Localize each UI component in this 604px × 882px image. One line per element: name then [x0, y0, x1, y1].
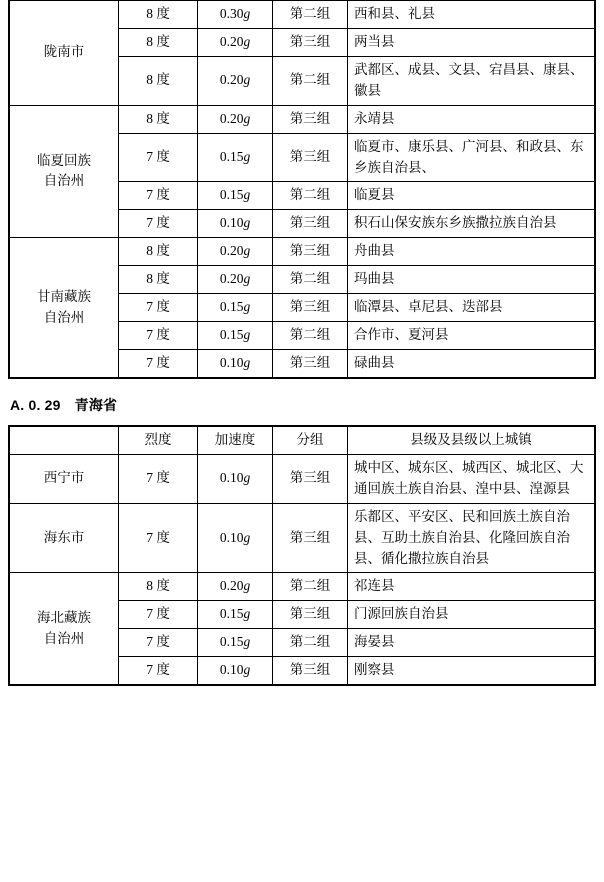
region-cell: 西宁市	[9, 454, 119, 503]
intensity-cell: 8 度	[119, 266, 198, 294]
acceleration-cell: 0.20g	[198, 28, 273, 56]
group-cell: 第三组	[273, 210, 348, 238]
section-title: 青海省	[74, 396, 118, 413]
intensity-cell: 7 度	[119, 210, 198, 238]
towns-cell: 临潭县、卓尼县、迭部县	[348, 294, 596, 322]
towns-cell: 合作市、夏河县	[348, 322, 596, 350]
acceleration-cell: 0.20g	[198, 573, 273, 601]
towns-cell: 临夏市、康乐县、广河县、和政县、东乡族自治县、	[348, 133, 596, 182]
acceleration-cell: 0.20g	[198, 266, 273, 294]
region-cell: 甘南藏族 自治州	[9, 238, 119, 378]
table-row	[9, 503, 595, 573]
acceleration-cell: 0.15g	[198, 294, 273, 322]
acceleration-cell: 0.15g	[198, 133, 273, 182]
acceleration-cell: 0.15g	[198, 322, 273, 350]
group-cell: 第二组	[273, 0, 348, 28]
towns-cell: 海晏县	[348, 629, 596, 657]
group-cell: 第三组	[273, 503, 348, 573]
acceleration-cell: 0.10g	[198, 657, 273, 685]
towns-cell: 碌曲县	[348, 349, 596, 377]
header-group: 分组	[273, 426, 348, 454]
intensity-cell: 8 度	[119, 105, 198, 133]
section-number: A. 0. 29	[10, 396, 61, 413]
towns-cell: 临夏县	[348, 182, 596, 210]
group-cell: 第三组	[273, 133, 348, 182]
acceleration-cell: 0.15g	[198, 629, 273, 657]
group-cell: 第二组	[273, 322, 348, 350]
towns-cell: 门源回族自治县	[348, 601, 596, 629]
towns-cell: 乐都区、平安区、民和回族土族自治县、互助土族自治县、化隆回族自治县、循化撒拉族自治县	[348, 503, 596, 573]
towns-cell: 武都区、成县、文县、宕昌县、康县、徽县	[348, 56, 596, 105]
acceleration-cell: 0.15g	[198, 182, 273, 210]
towns-cell: 刚察县	[348, 657, 596, 685]
intensity-cell: 8 度	[119, 56, 198, 105]
seismic-table-qinghai	[8, 425, 596, 686]
group-cell: 第二组	[273, 573, 348, 601]
group-cell: 第三组	[273, 601, 348, 629]
towns-cell: 积石山保安族东乡族撒拉族自治县	[348, 210, 596, 238]
intensity-cell: 7 度	[119, 349, 198, 377]
towns-cell: 祁连县	[348, 573, 596, 601]
acceleration-cell: 0.15g	[198, 601, 273, 629]
group-cell: 第二组	[273, 266, 348, 294]
intensity-cell: 7 度	[119, 454, 198, 503]
acceleration-cell: 0.10g	[198, 349, 273, 377]
region-cell: 陇南市	[9, 0, 119, 105]
acceleration-cell: 0.10g	[198, 503, 273, 573]
region-cell: 海东市	[9, 503, 119, 573]
group-cell: 第三组	[273, 28, 348, 56]
towns-cell: 永靖县	[348, 105, 596, 133]
towns-cell: 城中区、城东区、城西区、城北区、大通回族土族自治县、湟中县、湟源县	[348, 454, 596, 503]
intensity-cell: 8 度	[119, 573, 198, 601]
group-cell: 第三组	[273, 349, 348, 377]
intensity-cell: 7 度	[119, 601, 198, 629]
intensity-cell: 7 度	[119, 503, 198, 573]
acceleration-cell: 0.20g	[198, 105, 273, 133]
intensity-cell: 7 度	[119, 657, 198, 685]
towns-cell: 两当县	[348, 28, 596, 56]
table-header-row	[9, 426, 595, 454]
group-cell: 第三组	[273, 454, 348, 503]
header-towns: 县级及县级以上城镇	[348, 426, 596, 454]
header-acceleration: 加速度	[198, 426, 273, 454]
group-cell: 第二组	[273, 56, 348, 105]
intensity-cell: 8 度	[119, 28, 198, 56]
group-cell: 第三组	[273, 105, 348, 133]
group-cell: 第二组	[273, 629, 348, 657]
acceleration-cell: 0.10g	[198, 210, 273, 238]
group-cell: 第三组	[273, 294, 348, 322]
acceleration-cell: 0.10g	[198, 454, 273, 503]
acceleration-cell: 0.30g	[198, 0, 273, 28]
table-row	[9, 454, 595, 503]
seismic-table-gansu	[8, 0, 596, 379]
intensity-cell: 7 度	[119, 182, 198, 210]
towns-cell: 西和县、礼县	[348, 0, 596, 28]
section-heading	[10, 395, 596, 415]
intensity-cell: 7 度	[119, 294, 198, 322]
group-cell: 第三组	[273, 657, 348, 685]
table-row	[9, 238, 595, 266]
group-cell: 第三组	[273, 238, 348, 266]
header-intensity: 烈度	[119, 426, 198, 454]
group-cell: 第二组	[273, 182, 348, 210]
towns-cell: 玛曲县	[348, 266, 596, 294]
header-blank	[9, 426, 119, 454]
intensity-cell: 7 度	[119, 133, 198, 182]
acceleration-cell: 0.20g	[198, 56, 273, 105]
intensity-cell: 7 度	[119, 322, 198, 350]
acceleration-cell: 0.20g	[198, 238, 273, 266]
intensity-cell: 8 度	[119, 0, 198, 28]
towns-cell: 舟曲县	[348, 238, 596, 266]
table-row	[9, 105, 595, 133]
intensity-cell: 8 度	[119, 238, 198, 266]
table-row	[9, 0, 595, 28]
intensity-cell: 7 度	[119, 629, 198, 657]
region-cell: 海北藏族 自治州	[9, 573, 119, 685]
table-row	[9, 573, 595, 601]
region-cell: 临夏回族 自治州	[9, 105, 119, 238]
